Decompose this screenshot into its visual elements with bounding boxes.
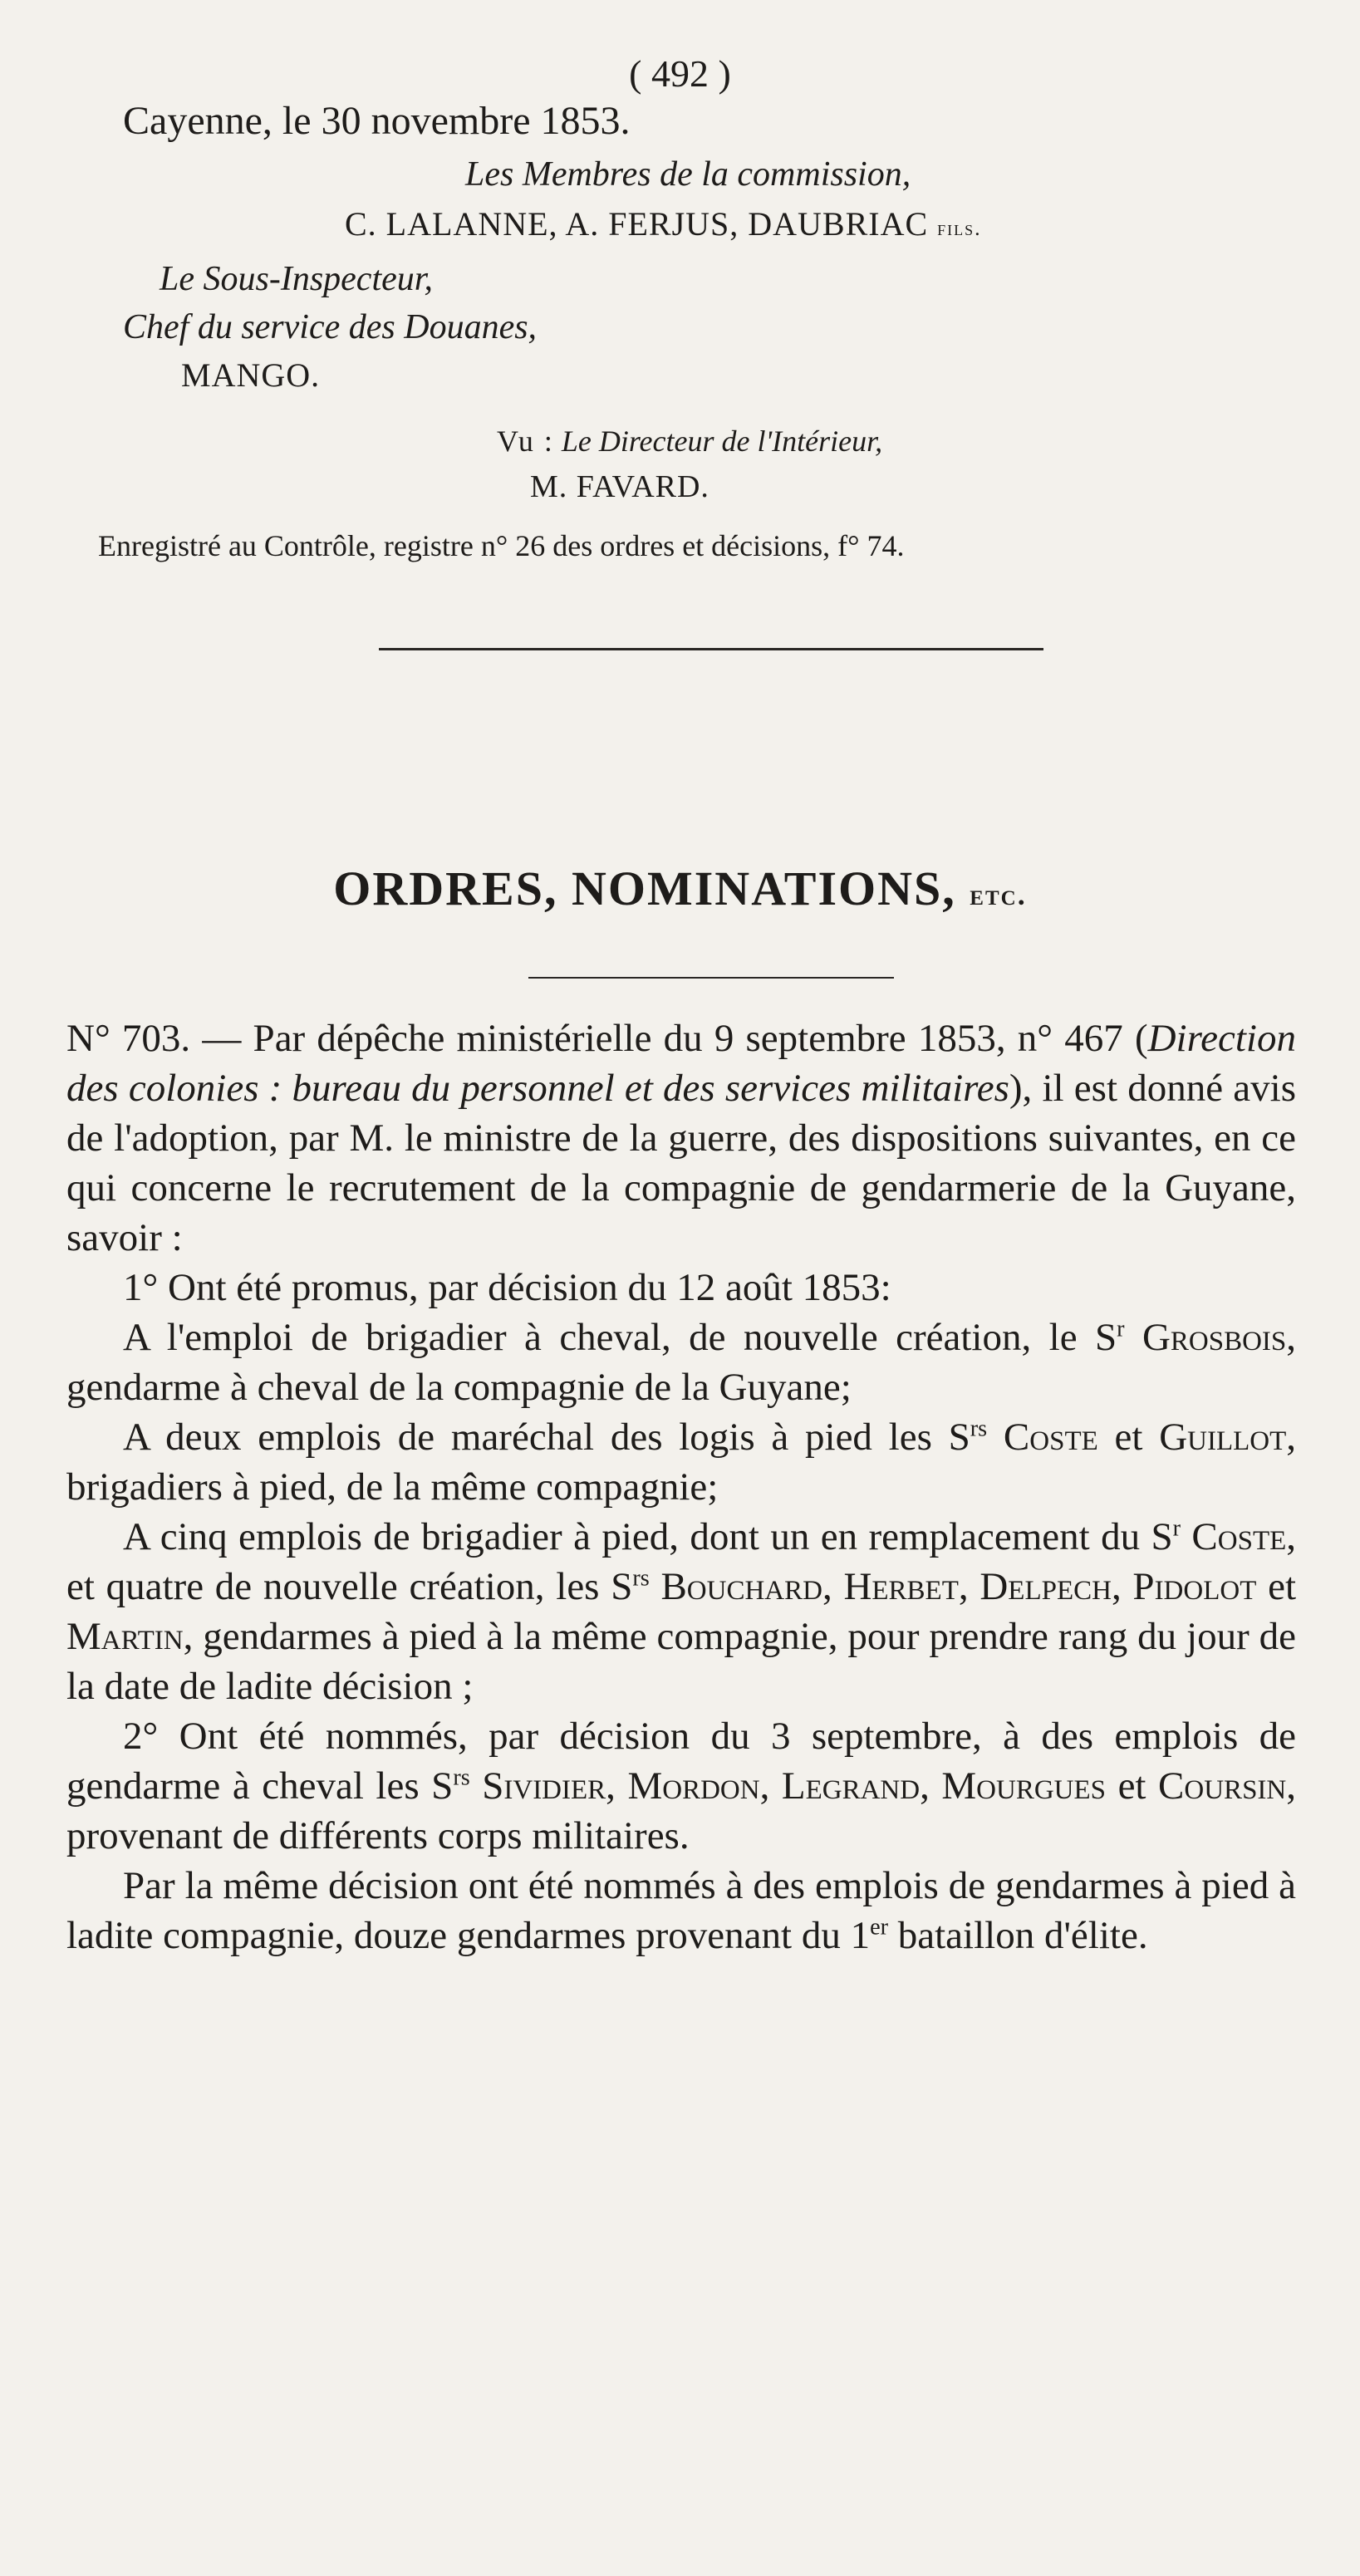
p5-name-last: Martin (66, 1615, 184, 1658)
p4-name-2: Guillot (1159, 1416, 1287, 1459)
members-names-text: C. LALANNE, A. FERJUS, DAUBRIAC (345, 205, 929, 243)
p7-text-a: Par la même décision ont été nommés à des emplois de gendarmes à pied à ladite compagnie, douze gendarmes provenant du 1 (66, 1864, 1296, 1957)
order-number: N° 703. (66, 1017, 191, 1060)
p3-sup: r (1117, 1316, 1125, 1342)
p5-sup-2: rs (632, 1565, 650, 1592)
p6-text-c: , provenant de différents corps militaires. (66, 1764, 1296, 1857)
p1-text-b: ), il est donné avis de l'adoption, par M. le ministre de la guerre, des dispositions suivantes, en ce qui concerne le recrutement de la compagnie de gendarmerie de la Guyane, savoir : (66, 1067, 1296, 1259)
p5-sup-1: r (1172, 1515, 1181, 1542)
commission-members-title: Les Membres de la commission, (465, 155, 911, 194)
p6-names: Sividier, Mordon, Legrand, Mourgues (482, 1764, 1107, 1808)
p5-text-c: et (1256, 1565, 1297, 1608)
section-heading (0, 861, 1360, 916)
order-paragraph-3 (66, 1313, 1296, 1412)
p5-text-a: A cinq emplois de brigadier à pied, dont un en remplacement du S (123, 1515, 1173, 1558)
order-paragraph-2: 1° Ont été promus, par décision du 12 août 1853: (123, 1266, 891, 1309)
p1-direction-italic: Direction des colonies : bureau du personnel et des services militaires (66, 1017, 1296, 1110)
p5-name-1: Coste (1191, 1515, 1287, 1558)
p4-name-1: Coste (1003, 1416, 1098, 1459)
vu-line (497, 424, 882, 459)
p4-text-b: et (1097, 1416, 1160, 1459)
p7-sup: er (870, 1914, 888, 1941)
p6-sup: rs (453, 1764, 470, 1791)
p5-names: Bouchard, Herbet, Delpech, Pidolot (660, 1565, 1257, 1608)
p5-text-d: , gendarmes à pied à la même compagnie, pour prendre rang du jour de la date de ladite décision ; (66, 1615, 1296, 1708)
customs-chief-title: Chef du service des Douanes, (123, 308, 538, 346)
members-names-suffix: fils. (937, 216, 982, 240)
separator-rule (379, 648, 1043, 650)
p6-name-last: Coursin (1158, 1764, 1287, 1808)
order-paragraph-4 (66, 1412, 1296, 1512)
p4-text-a: A deux emplois de maréchal des logis à pied les S (123, 1416, 970, 1459)
commission-members-names (345, 204, 982, 243)
p3-name: Grosbois (1142, 1316, 1287, 1359)
p6-text-a: 2° Ont été nommés, par décision du 3 septembre, à des emplois de gendarme à cheval les S (66, 1715, 1296, 1808)
order-paragraph-7 (66, 1861, 1296, 1960)
inspector-title: Le Sous-Inspecteur, (160, 260, 433, 298)
p6-text-b: et (1106, 1764, 1159, 1808)
p3-text-a: A l'emploi de brigadier à cheval, de nouvelle création, le S (123, 1316, 1117, 1359)
p1-text-a: — Par dépêche ministérielle du 9 septembre 1853, n° 467 ( (202, 1017, 1148, 1060)
order-paragraph-5 (66, 1512, 1296, 1711)
p5-text-b: , et quatre de nouvelle création, les S (66, 1515, 1297, 1608)
order-paragraph-6 (66, 1711, 1296, 1861)
p3-text-b: , gendarme à cheval de la compagnie de la Guyane; (66, 1316, 1297, 1409)
registration-note: Enregistré au Contrôle, registre n° 26 des ordres et décisions, f° 74. (98, 529, 905, 562)
section-heading-etc: etc. (970, 878, 1027, 911)
page-number: ( 492 ) (629, 52, 731, 95)
p7-text-b: bataillon d'élite. (888, 1914, 1148, 1957)
director-title: Le Directeur de l'Intérieur, (561, 424, 883, 458)
director-name: M. FAVARD. (530, 469, 709, 504)
order-body (66, 1013, 1296, 1960)
inspector-name: MANGO. (181, 356, 321, 394)
order-paragraph-1 (66, 1013, 1296, 1263)
heading-underline-rule (528, 977, 894, 979)
p4-sup: rs (970, 1416, 988, 1442)
p4-text-c: , brigadiers à pied, de la même compagnie; (66, 1416, 1297, 1509)
vu-label: Vu : (497, 424, 554, 458)
section-heading-text: ORDRES, NOMINATIONS, (333, 861, 956, 915)
dateline: Cayenne, le 30 novembre 1853. (123, 99, 631, 143)
